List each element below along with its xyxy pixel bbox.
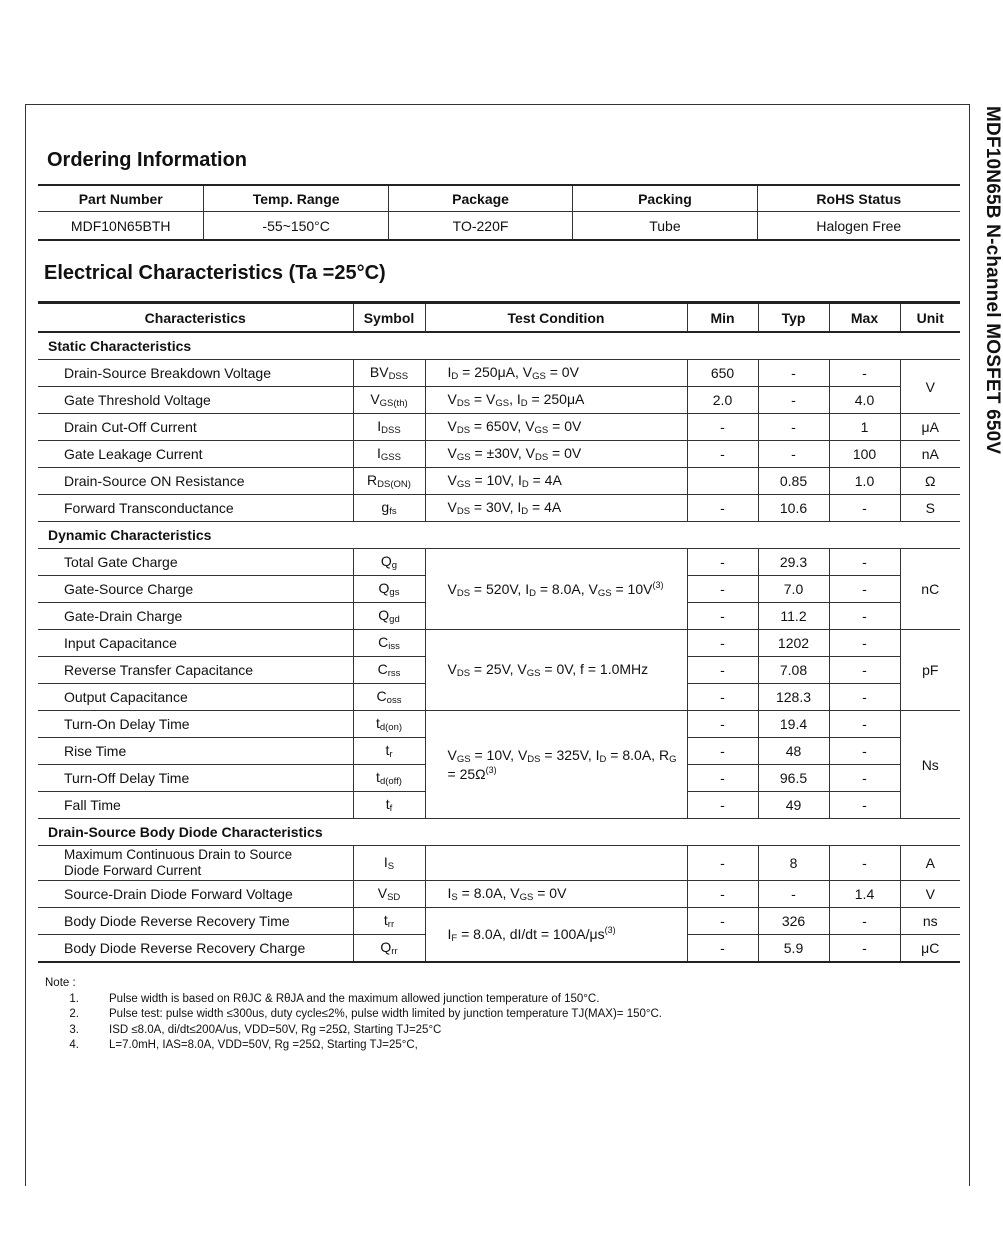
symbol: $Q_{gd}$ (353, 603, 425, 630)
table-row (38, 468, 960, 495)
min-value: - (687, 414, 758, 441)
symbol: $I_{GSS}$ (353, 441, 425, 468)
unit: Ω (900, 468, 960, 495)
characteristic-name: Forward Transconductance (38, 495, 353, 522)
min-value: - (687, 549, 758, 576)
unit: μA (900, 414, 960, 441)
symbol: $C_{oss}$ (353, 684, 425, 711)
min-value: - (687, 576, 758, 603)
characteristic-name: Gate Threshold Voltage (38, 387, 353, 414)
ordering-table (38, 184, 960, 241)
symbol: $Q_{gs}$ (353, 576, 425, 603)
note-item (45, 1023, 662, 1039)
symbol: $t_f$ (353, 792, 425, 819)
test-condition: $V_{DS} = V_{GS}$, $I_D = 250\mu A$ (425, 387, 687, 414)
min-value: - (687, 935, 758, 963)
test-condition: $V_{GS} = \pm 30V$, $V_{DS} = 0V$ (425, 441, 687, 468)
min-value: - (687, 765, 758, 792)
unit: pF (900, 630, 960, 711)
table-row (38, 414, 960, 441)
max-value: 1.0 (829, 468, 900, 495)
symbol: $C_{iss}$ (353, 630, 425, 657)
unit: Ns (900, 711, 960, 819)
typ-value: 1202 (758, 630, 829, 657)
typ-value: 326 (758, 908, 829, 935)
characteristic-name: Input Capacitance (38, 630, 353, 657)
typ-value: 29.3 (758, 549, 829, 576)
symbol: $t_{d(off)}$ (353, 765, 425, 792)
packing: Tube (573, 212, 757, 241)
unit: ns (900, 908, 960, 935)
notes (45, 976, 662, 1054)
max-value: - (829, 738, 900, 765)
max-value: - (829, 495, 900, 522)
note-text: Pulse test: pulse width ≤300us, duty cycle≤2%, pulse width limited by junction temperature TJ(MAX)= 150°C. (109, 1008, 662, 1020)
table-row (38, 441, 960, 468)
typ-value: 48 (758, 738, 829, 765)
unit: μC (900, 935, 960, 963)
unit: nA (900, 441, 960, 468)
characteristic-name: Drain-Source Breakdown Voltage (38, 360, 353, 387)
header-characteristics: Characteristics (38, 303, 353, 333)
test-condition: $V_{DS} = 25V$, $V_{GS} = 0V$, f = 1.0MHz (425, 630, 687, 711)
min-value: - (687, 881, 758, 908)
test-condition: $V_{DS} = 650V$, $V_{GS} = 0V$ (425, 414, 687, 441)
header-symbol: Symbol (353, 303, 425, 333)
characteristic-name: Rise Time (38, 738, 353, 765)
note-number: 2. (69, 1008, 79, 1020)
min-value: - (687, 738, 758, 765)
typ-value: - (758, 414, 829, 441)
table-row (38, 549, 960, 576)
ordering-title: Ordering Information (47, 149, 247, 171)
side-title (973, 106, 1003, 506)
test-condition: $V_{DS} = 30V$, $I_D = 4A$ (425, 495, 687, 522)
typ-value: 11.2 (758, 603, 829, 630)
min-value: - (687, 657, 758, 684)
typ-value: 8 (758, 846, 829, 881)
header-rohs-status: RoHS Status (757, 185, 960, 212)
part-number: MDF10N65BTH (70, 217, 171, 234)
typ-value: 49 (758, 792, 829, 819)
min-value: - (687, 603, 758, 630)
table-row (38, 630, 960, 657)
symbol: $t_{d(on)}$ (353, 711, 425, 738)
note-number: 3. (69, 1023, 79, 1036)
test-condition: $V_{DS} = 520V$, $I_D = 8.0A$, $V_{GS} = 10V^{(3)}$ (425, 549, 687, 630)
unit: V (900, 360, 960, 414)
min-value: - (687, 846, 758, 881)
symbol: $t_r$ (353, 738, 425, 765)
side-title-text: MDF10N65B N-channel MOSFET 650V (982, 106, 1003, 455)
note-text: Pulse width is based on RθJC & RθJA and the maximum allowed junction temperature of 150°C. (109, 992, 600, 1005)
characteristic-name: Source-Drain Diode Forward Voltage (38, 881, 353, 908)
characteristic-name: Turn-Off Delay Time (38, 765, 353, 792)
test-condition: $V_{GS} = 10V$, $I_D = 4A$ (425, 468, 687, 495)
electrical-table (38, 301, 960, 963)
min-value: - (687, 711, 758, 738)
max-value: - (829, 657, 900, 684)
note-number: 1. (69, 992, 79, 1005)
electrical-title: Electrical Characteristics (Ta =25°C) (44, 262, 386, 284)
unit: S (900, 495, 960, 522)
symbol: $C_{rss}$ (353, 657, 425, 684)
notes-label: Note : (45, 977, 76, 989)
ordering-row (38, 212, 960, 241)
characteristic-name: Turn-On Delay Time (38, 711, 353, 738)
package: TO-220F (388, 212, 572, 241)
electrical-header-row (38, 303, 960, 333)
rohs-status: Halogen Free (757, 212, 960, 241)
test-condition: $I_S = 8.0A$, $V_{GS} = 0V$ (425, 881, 687, 908)
min-value: 650 (687, 360, 758, 387)
max-value: - (829, 603, 900, 630)
characteristic-name: Fall Time (38, 792, 353, 819)
max-value: - (829, 576, 900, 603)
header-packing: Packing (573, 185, 757, 212)
header-min: Min (687, 303, 758, 333)
characteristic-name: Total Gate Charge (38, 549, 353, 576)
ordering-header-row (38, 185, 960, 212)
characteristic-name: Drain-Source ON Resistance (38, 468, 353, 495)
section-title: Drain-Source Body Diode Characteristics (38, 819, 960, 846)
table-row (38, 360, 960, 387)
typ-value: 5.9 (758, 935, 829, 963)
max-value: - (829, 908, 900, 935)
table-row (38, 387, 960, 414)
characteristic-name: Drain Cut-Off Current (38, 414, 353, 441)
max-value: - (829, 792, 900, 819)
temp-range: -55~150°C (204, 212, 388, 241)
max-value: - (829, 711, 900, 738)
header-part-number: Part Number (38, 185, 204, 212)
section-title: Dynamic Characteristics (38, 522, 960, 549)
max-value: - (829, 846, 900, 881)
header-temp-range: Temp. Range (204, 185, 388, 212)
symbol: $t_{rr}$ (353, 908, 425, 935)
min-value: - (687, 684, 758, 711)
characteristic-name: Reverse Transfer Capacitance (38, 657, 353, 684)
table-row (38, 908, 960, 935)
test-condition: $I_F = 8.0A$, $dI/dt = 100A/\mu s^{(3)}$ (425, 908, 687, 963)
symbol: $Q_g$ (353, 549, 425, 576)
min-value: - (687, 441, 758, 468)
header-unit: Unit (900, 303, 960, 333)
max-value: 4.0 (829, 387, 900, 414)
unit: A (900, 846, 960, 881)
max-value: - (829, 935, 900, 963)
max-value: - (829, 630, 900, 657)
section-row (38, 522, 960, 549)
table-row (38, 495, 960, 522)
symbol: $V_{GS(th)}$ (353, 387, 425, 414)
symbol: $I_{DSS}$ (353, 414, 425, 441)
section-row (38, 819, 960, 846)
symbol: $V_{SD}$ (353, 881, 425, 908)
note-item (45, 992, 662, 1008)
max-value: 1.4 (829, 881, 900, 908)
max-value: - (829, 765, 900, 792)
characteristic-name: Gate Leakage Current (38, 441, 353, 468)
test-condition: $V_{GS} = 10V$, $V_{DS} = 325V$, $I_D = 8.0A$, $R_G = 25\Omega^{(3)}$ (425, 711, 687, 819)
characteristic-name: Gate-Source Charge (38, 576, 353, 603)
test-condition (425, 846, 687, 881)
characteristic-name: Body Diode Reverse Recovery Charge (38, 935, 353, 963)
typ-value: - (758, 360, 829, 387)
typ-value: 128.3 (758, 684, 829, 711)
typ-value: 7.0 (758, 576, 829, 603)
note-number: 4. (69, 1039, 79, 1051)
symbol: $R_{DS(ON)}$ (353, 468, 425, 495)
unit: V (900, 881, 960, 908)
max-value: - (829, 684, 900, 711)
note-item (45, 1007, 662, 1023)
symbol: $g_{fs}$ (353, 495, 425, 522)
symbol: $I_S$ (353, 846, 425, 881)
min-value: - (687, 792, 758, 819)
characteristic-name: Body Diode Reverse Recovery Time (38, 908, 353, 935)
unit: nC (900, 549, 960, 630)
typ-value: - (758, 441, 829, 468)
note-item (45, 1038, 662, 1054)
max-value: - (829, 549, 900, 576)
header-package: Package (388, 185, 572, 212)
table-row (38, 711, 960, 738)
max-value: - (829, 360, 900, 387)
min-value: - (687, 908, 758, 935)
table-row (38, 846, 960, 881)
typ-value: 7.08 (758, 657, 829, 684)
typ-value: 19.4 (758, 711, 829, 738)
header-test-condition: Test Condition (425, 303, 687, 333)
typ-value: - (758, 881, 829, 908)
section-title: Static Characteristics (38, 332, 960, 360)
typ-value: 10.6 (758, 495, 829, 522)
max-value: 100 (829, 441, 900, 468)
typ-value: 0.85 (758, 468, 829, 495)
max-value: 1 (829, 414, 900, 441)
note-text: L=7.0mH, IAS=8.0A, VDD=50V, Rg =25Ω, Starting TJ=25°C, (109, 1039, 418, 1051)
test-condition: $I_D = 250\mu A$, $V_{GS} = 0V$ (425, 360, 687, 387)
min-value: - (687, 495, 758, 522)
symbol: $Q_{rr}$ (353, 935, 425, 963)
typ-value: - (758, 387, 829, 414)
min-value: - (687, 630, 758, 657)
header-typ: Typ (758, 303, 829, 333)
min-value (687, 468, 758, 495)
characteristic-name: Output Capacitance (38, 684, 353, 711)
section-row (38, 332, 960, 360)
symbol: $BV_{DSS}$ (353, 360, 425, 387)
table-row (38, 881, 960, 908)
min-value: 2.0 (687, 387, 758, 414)
characteristic-name: Gate-Drain Charge (38, 603, 353, 630)
header-max: Max (829, 303, 900, 333)
typ-value: 96.5 (758, 765, 829, 792)
note-text: ISD ≤8.0A, di/dt≤200A/us, VDD=50V, Rg =25Ω, Starting TJ=25°C (109, 1023, 442, 1036)
characteristic-name: Maximum Continuous Drain to Source Diode Forward Current (38, 846, 353, 881)
